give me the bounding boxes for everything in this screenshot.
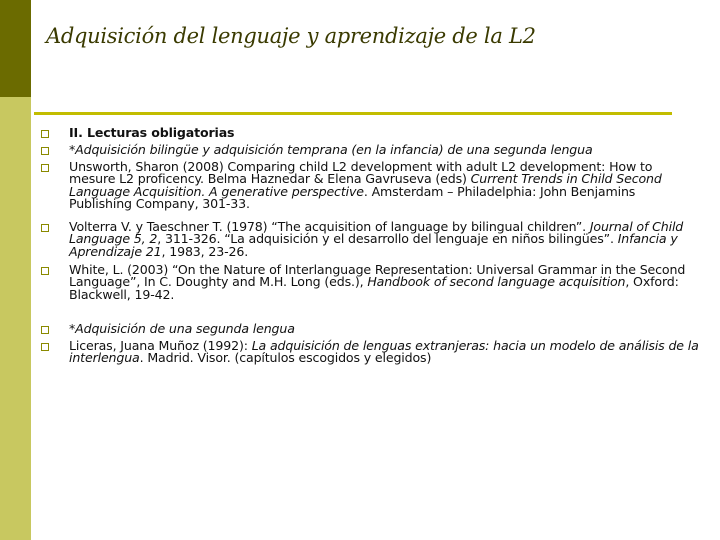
reference-liceras: Liceras, Juana Muñoz (1992): La adquisición de lenguas extranjeras: hacia un modelo de análisis de la interlengua. Madrid. Visor. (capítulos escogidos y elegidos) bbox=[69, 338, 699, 366]
subsection-heading: *Adquisición de una segunda lengua bbox=[69, 321, 295, 336]
reference-volterra: Volterra V. y Taeschner T. (1978) “The acquisition of language by bilingual children”. Journal of Child Language 5, 2, 311-326. “La adquisición y el desarrollo del lenguaje en niños bilingües”. Infancia y Aprendizaje 21, 1983, 23-26. bbox=[69, 219, 684, 259]
square-bullet-icon bbox=[41, 224, 49, 232]
slide-title: Adquisición del lenguaje y aprendizaje de la L2 bbox=[46, 24, 536, 48]
square-bullet-icon bbox=[41, 326, 49, 334]
square-bullet-icon bbox=[41, 130, 49, 138]
decorative-bar-light bbox=[0, 97, 31, 540]
square-bullet-icon bbox=[41, 164, 49, 172]
title-divider bbox=[34, 112, 672, 115]
section-heading: II. Lecturas obligatorias bbox=[69, 125, 235, 140]
square-bullet-icon bbox=[41, 267, 49, 275]
subsection-heading: *Adquisición bilingüe y adquisición temprana (en la infancia) de una segunda lengua bbox=[69, 142, 593, 157]
decorative-bar-dark bbox=[0, 0, 31, 97]
square-bullet-icon bbox=[41, 343, 49, 351]
square-bullet-icon bbox=[41, 147, 49, 155]
reference-white: White, L. (2003) “On the Nature of Interlanguage Representation: Universal Grammar in the Second Language”, In C. Doughty and M.H. Long (eds.), Handbook of second language acquisition, Oxford: Blackwell, 19-42. bbox=[69, 262, 686, 302]
reference-unsworth: Unsworth, Sharon (2008) Comparing child L2 development with adult L2 development: How to mesure L2 proficency. Belma Haznedar & Elena Gavruseva (eds) Current Trends in Child Second Language Acquisition. A generative perspective. Amsterdam – Philadelphia: John Benjamins Publishing Company, 301-33. bbox=[69, 159, 662, 212]
